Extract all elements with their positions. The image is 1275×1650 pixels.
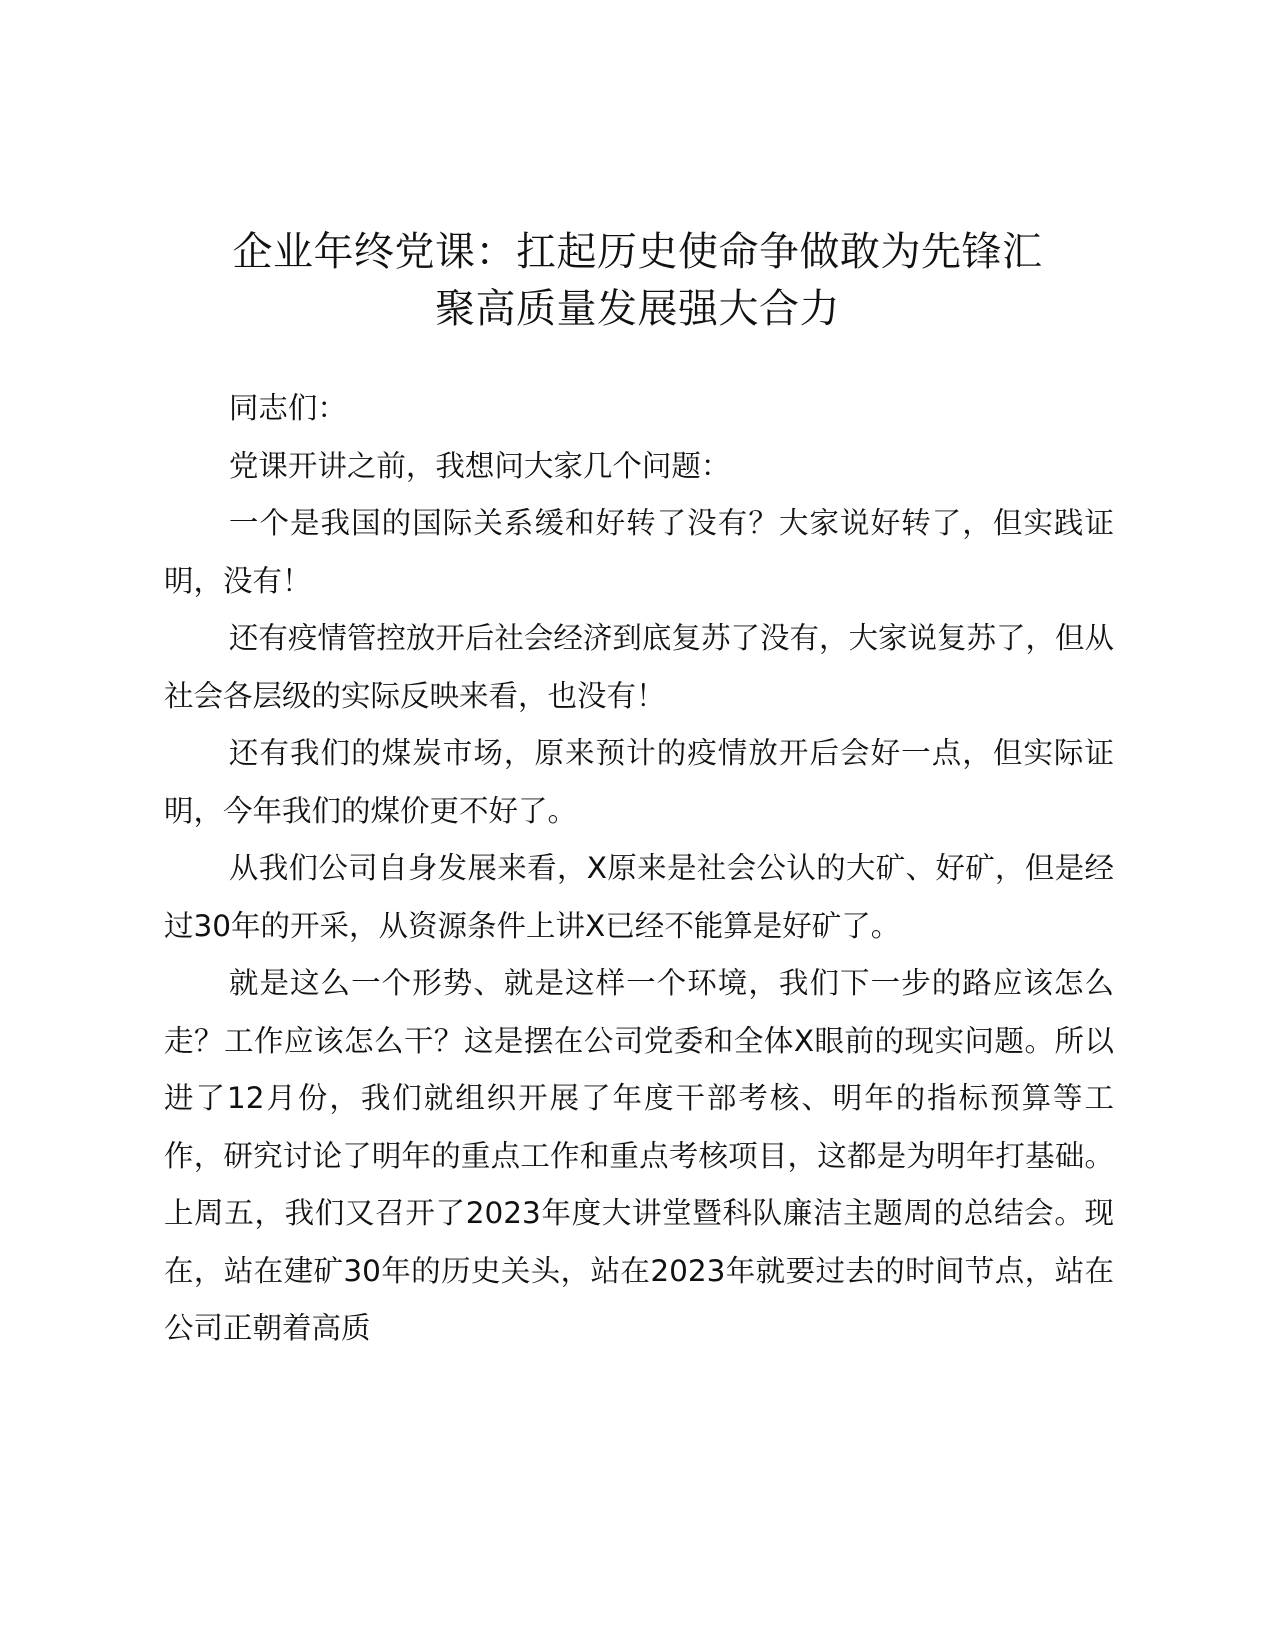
paragraph-situation: 就是这么一个形势、就是这样一个环境，我们下一步的路应该怎么走？工作应该怎么干？这是摆在公司党委和全体X眼前的现实问题。所以进了12月份，我们就组织开展了年度干部考核、明年的指标预算等工作，研究讨论了明年的重点工作和重点考核项目，这都是为明年打基础。上周五，我们又召开了2023年度大讲堂暨科队廉洁主题周的总结会。现在，站在建矿30年的历史关头，站在2023年就要过去的时间节点，站在公司正朝着高质 — [164, 966, 1114, 1345]
document-body — [164, 380, 1114, 1358]
paragraph-intro: 党课开讲之前，我想问大家几个问题： — [228, 448, 731, 483]
title-line-2: 聚高质量发展强大合力 — [435, 286, 840, 332]
paragraph-greeting: 同志们： — [228, 391, 347, 425]
document-title — [150, 224, 1125, 338]
paragraph-company-development: 从我们公司自身发展来看，X原来是社会公认的大矿、好矿，但是经过30年的开采，从资源条件上讲X已经不能算是好矿了。 — [164, 851, 1114, 943]
paragraph-international-relations: 一个是我国的国际关系缓和好转了没有？大家说好转了，但实践证明，没有！ — [164, 506, 1114, 598]
paragraph-economy-recovery: 还有疫情管控放开后社会经济到底复苏了没有，大家说复苏了，但从社会各层级的实际反映来看，也没有！ — [164, 621, 1114, 713]
paragraph-coal-market: 还有我们的煤炭市场，原来预计的疫情放开后会好一点，但实际证明，今年我们的煤价更不好了。 — [164, 736, 1114, 828]
title-line-1: 企业年终党课：扛起历史使命争做敢为先锋汇 — [232, 229, 1043, 275]
